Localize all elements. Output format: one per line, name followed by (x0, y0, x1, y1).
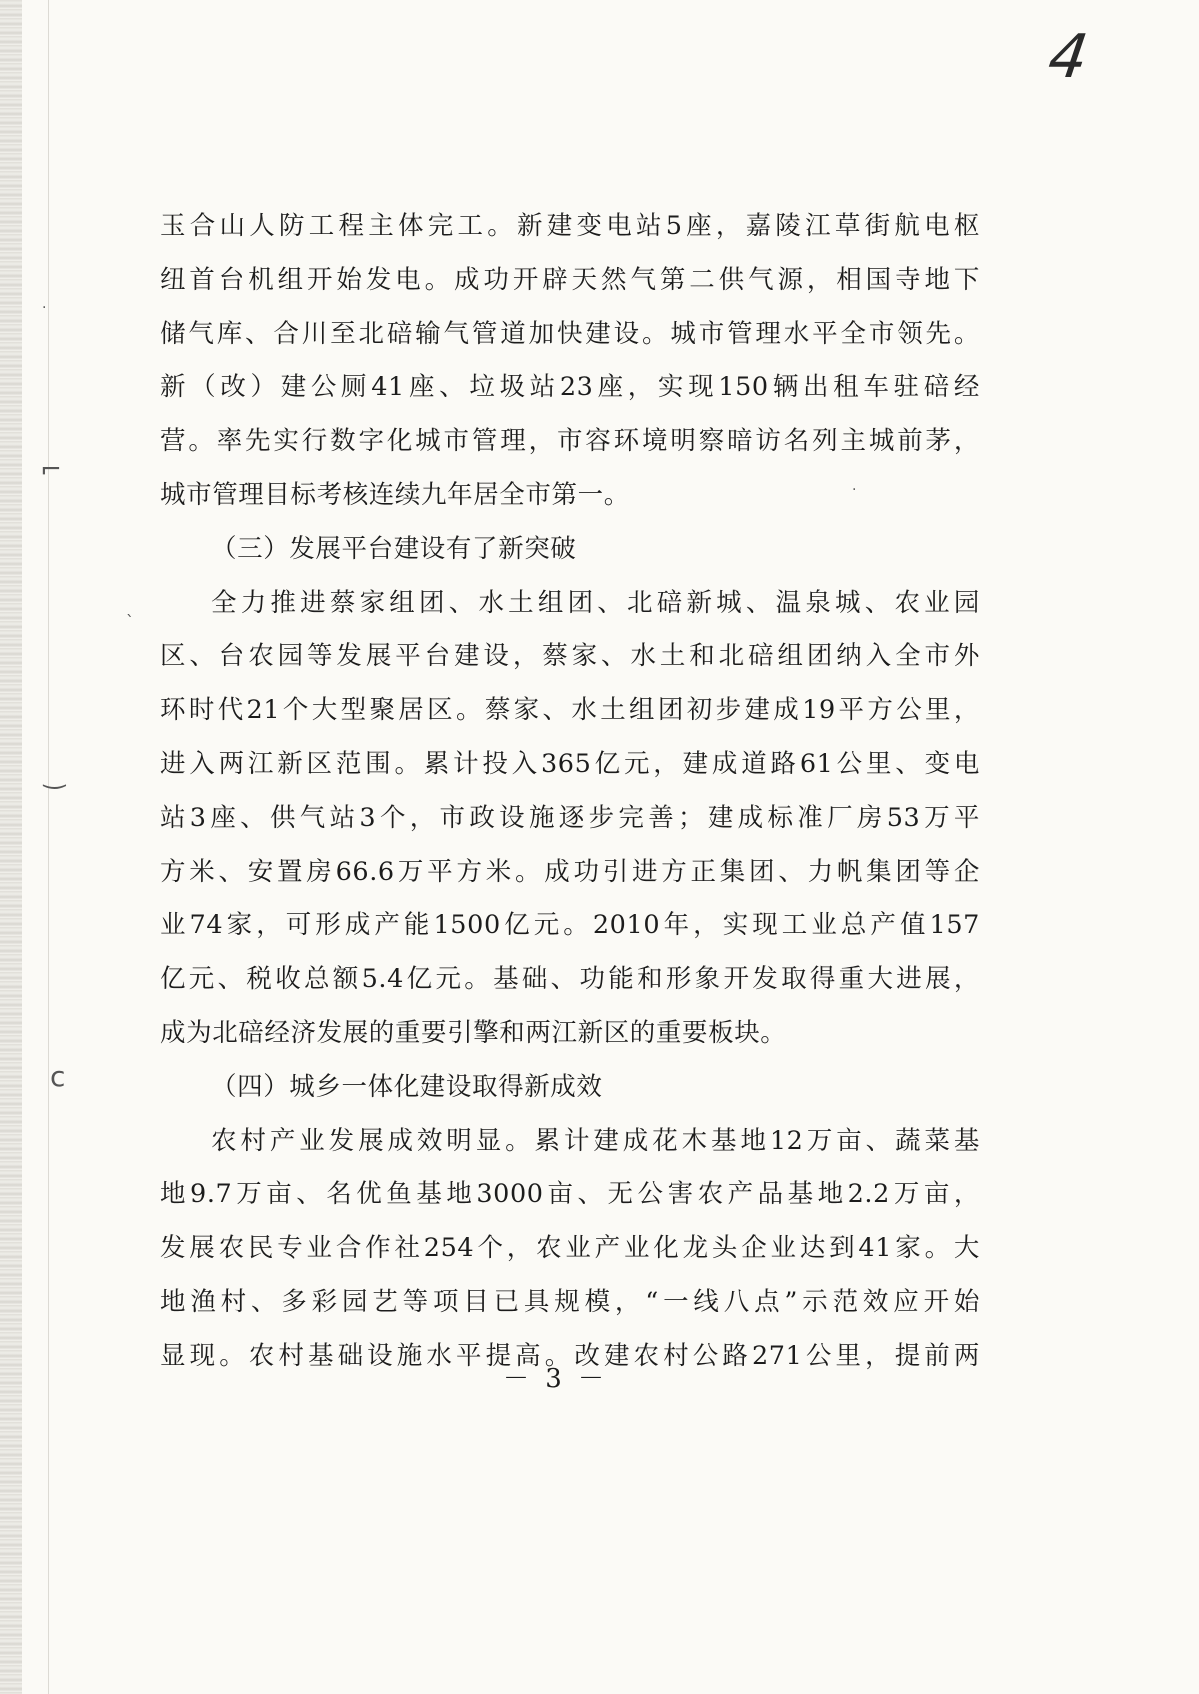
text-line: 进入两江新区范围。累计投入365亿元，建成道路61公里、变电 (160, 748, 980, 779)
paragraph-urban-rural (160, 1115, 980, 1384)
text-line: 农村产业发展成效明显。累计建成花木基地12万亩、蔬菜基 (211, 1125, 980, 1156)
text-line: 站3座、供气站3个，市政设施逐步完善；建成标准厂房53万平 (160, 802, 980, 833)
scan-edge-shadow (0, 0, 22, 1694)
text-line: 发展农民专业合作社254个，农业产业化龙头企业达到41家。大 (160, 1233, 980, 1264)
page-number: － 3 － (502, 1364, 609, 1394)
text-line: 纽首台机组开始发电。成功开辟天然气第二供气源，相国寺地下 (160, 264, 980, 295)
text-line: 储气库、合川至北碚输气管道加快建设。城市管理水平全市领先。 (160, 318, 980, 349)
text-line: 亿元、税收总额5.4亿元。基础、功能和形象开发取得重大进展， (160, 964, 980, 995)
paragraph-development-platform (160, 577, 980, 1061)
text-line: 显现。农村基础设施水平提高。改建农村公路271公里，提前两 (160, 1340, 980, 1371)
scan-speck: · (42, 300, 47, 316)
text-line: 成为北碚经济发展的重要引擎和两江新区的重要板块。 (160, 1017, 787, 1048)
text-line: 方米、安置房66.6万平方米。成功引进方正集团、力帆集团等企 (160, 856, 980, 887)
text-line: 营。率先实行数字化城市管理，市容环境明察暗访名列主城前茅， (160, 426, 980, 457)
scan-speck: · (852, 482, 857, 498)
text-line: 环时代21个大型聚居区。蔡家、水土组团初步建成19平方公里， (160, 695, 980, 726)
document-body (160, 200, 980, 1384)
scan-mark: ‿ (44, 760, 65, 790)
paragraph-infrastructure (160, 200, 980, 523)
handwritten-page-mark: 4 (1043, 22, 1092, 92)
text-line: 新（改）建公厕41座、垃圾站23座，实现150辆出租车驻碚经 (160, 372, 980, 403)
scan-speck: ` (126, 612, 134, 631)
text-line: 玉合山人防工程主体完工。新建变电站5座，嘉陵江草街航电枢 (160, 211, 980, 241)
scan-mark: ⌐ (40, 455, 62, 485)
scan-margin-line (48, 0, 49, 1694)
section-heading-3: （三）发展平台建设有了新突破 (211, 533, 577, 564)
section-heading-4: （四）城乡一体化建设取得新成效 (211, 1071, 603, 1102)
text-line: 业74家，可形成产能1500亿元。2010年，实现工业总产值157 (160, 910, 980, 941)
text-line: 城市管理目标考核连续九年居全市第一。 (160, 479, 630, 510)
text-line: 地9.7万亩、名优鱼基地3000亩、无公害农产品基地2.2万亩， (160, 1179, 980, 1210)
scan-mark: ⅽ (50, 1060, 66, 1093)
text-line: 地渔村、多彩园艺等项目已具规模，“一线八点”示范效应开始 (160, 1286, 980, 1317)
text-line: 全力推进蔡家组团、水土组团、北碚新城、温泉城、农业园 (211, 587, 980, 618)
text-line: 区、台农园等发展平台建设，蔡家、水土和北碚组团纳入全市外 (160, 641, 980, 672)
